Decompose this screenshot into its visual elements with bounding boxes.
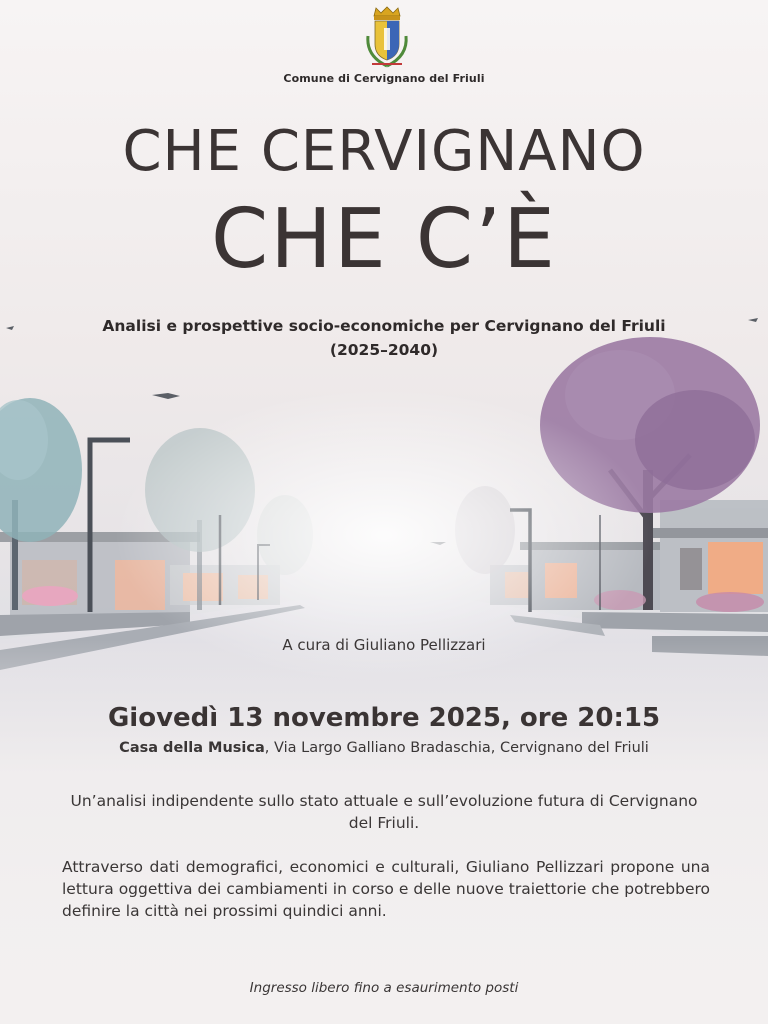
venue-address: , Via Largo Galliano Bradaschia, Cervignano del Friuli [264, 740, 649, 756]
subtitle [0, 314, 768, 362]
organization-name: Comune di Cervignano del Friuli [283, 72, 485, 85]
title-line-1: CHE CERVIGNANO [122, 119, 646, 184]
event-datetime: Giovedì 13 novembre 2025, ore 20:15 [107, 703, 661, 733]
subtitle-line-2: (2025–2040) [329, 341, 439, 359]
event-venue [0, 738, 768, 758]
subtitle-line-1: Analisi e prospettive socio-economiche per Cervignano del Friuli [102, 317, 666, 335]
description-body: Attraverso dati demografici, economici e culturali, Giuliano Pellizzari propone una lettura oggettiva dei cambiamenti in corso e delle nuove traiettorie che potrebbero definire la città nei prossimi quindici anni. [62, 858, 710, 920]
admission-note: Ingresso libero fino a esaurimento posti [249, 980, 519, 996]
curator-credit: A cura di Giuliano Pellizzari [282, 636, 486, 654]
venue-name: Casa della Musica [119, 740, 265, 756]
title-line-2: CHE C’È [211, 192, 557, 287]
description-intro: Un’analisi indipendente sullo stato attuale e sull’evoluzione futura di Cervignano del Friuli. [70, 792, 698, 832]
municipal-crest-icon [362, 6, 412, 70]
